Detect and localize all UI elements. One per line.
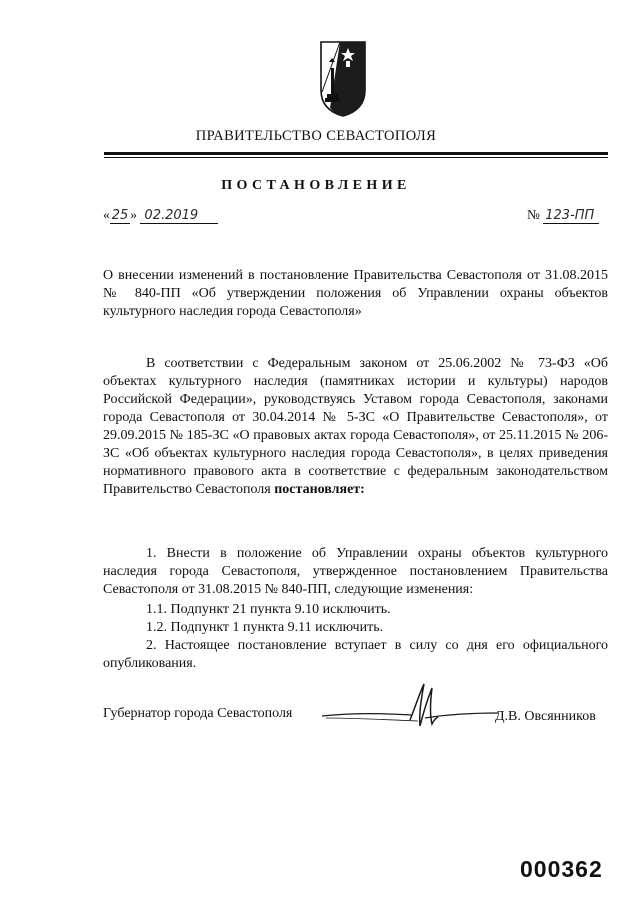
clause-1-2: 1.2. Подпункт 1 пункта 9.11 исключить.: [146, 620, 384, 635]
document-date: [103, 207, 218, 224]
date-day: 25: [111, 208, 129, 223]
preamble-text: В соответствии с Федеральным законом от 25.06.2002 № 73-ФЗ «Об объектах культурного наследия (памятниках истории и культуры) народов Российской Федерации», руководствуясь Уставом города Севастополя, законами города Севастополя от 30.04.2014 № 5-ЗС «О Правительстве Севастополя», от 29.09.2015 № 185-ЗС «О правовых актах города Севастополя», от 25.11.2015 № 206-ЗС «Об объектах культурного наследия города Севастополя», в целях приведения нормативного правового акта в соответствие с федеральным законодательством Правительство Севастополя: [103, 356, 608, 497]
clause-1-1: 1.1. Подпункт 21 пункта 9.10 исключить.: [146, 602, 391, 617]
date-open-quote: «: [103, 207, 110, 222]
resolves-word: постановляет:: [274, 482, 365, 497]
header-rule-thick: [104, 152, 608, 155]
signatory-name: Д.В. Овсянников: [495, 709, 596, 724]
header-rule-thin: [104, 157, 608, 158]
document-type-heading: ПОСТАНОВЛЕНИЕ: [221, 178, 411, 193]
preamble-paragraph: [103, 355, 608, 499]
number-value: 123-ПП: [543, 208, 599, 224]
date-close-quote: »: [130, 207, 138, 222]
serial-number: 000362: [520, 856, 603, 882]
sevastopol-coat-of-arms-emblem: [318, 40, 368, 118]
clause-1: 1. Внести в положение об Управлении охраны объектов культурного наследия города Севастополя, утвержденное постановлением Правительства Севастополя от 31.08.2015 № 840-ПП, следующие изменения:: [103, 546, 608, 597]
government-title: ПРАВИТЕЛЬСТВО СЕВАСТОПОЛЯ: [195, 128, 437, 144]
signatory-position: Губернатор города Севастополя: [103, 706, 293, 721]
document-number: [527, 207, 599, 224]
clause-2: 2. Настоящее постановление вступает в силу со дня его официального опубликования.: [103, 638, 608, 671]
document-subject: О внесении изменений в постановление Правительства Севастополя от 31.08.2015 № 840-ПП «Об утверждении положения об Управлении охраны объектов культурного наследия города Севастополя»: [103, 268, 608, 319]
handwritten-signature: [320, 680, 500, 736]
date-month-year: 02.2019: [140, 208, 218, 224]
number-prefix: №: [527, 207, 540, 222]
